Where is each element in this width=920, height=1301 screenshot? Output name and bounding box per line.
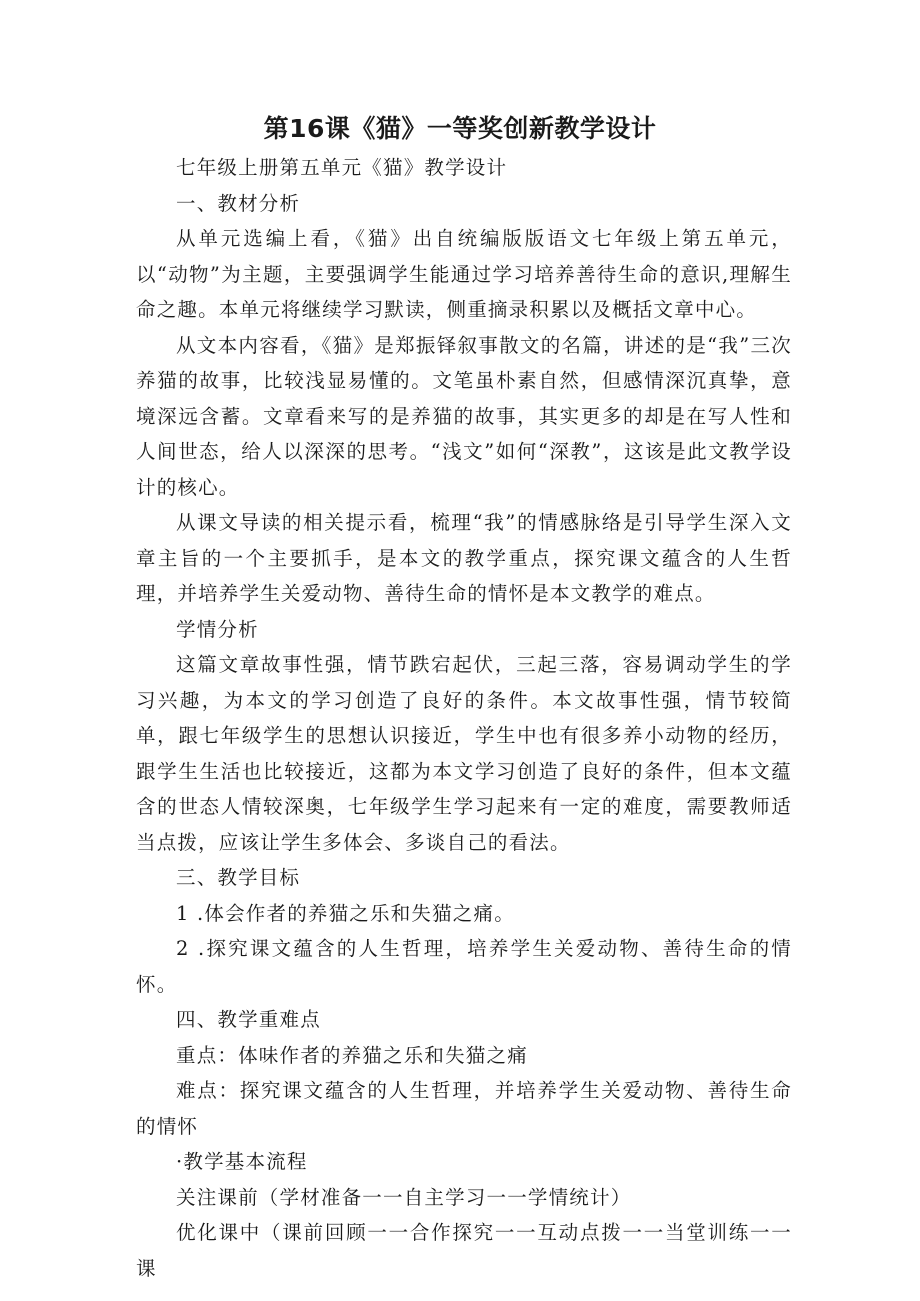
- section-heading-basic-flow: ·教学基本流程: [176, 1150, 308, 1173]
- document-body: [136, 150, 792, 1286]
- flow-before-class: 关注课前（学材准备一一自主学习一一学情统计）: [176, 1185, 632, 1209]
- flow-in-class: 优化课中（课前回顾一一合作探究一一互动点拨一一当堂训练一一课: [136, 1221, 792, 1280]
- paragraph-student-analysis: 这篇文章故事性强，情节跌宕起伏，三起三落，容易调动学生的学习兴趣，为本文的学习创造了良好的条件。本文故事性强，情节较简单，跟七年级学生的思想认识接近，学生中也有很多养小动物的经历，跟学生生活也比较接近，这都为本文学习创造了良好的条件，但本文蕴含的世态人情较深奥，七年级学生学习起来有一定的难度，需要教师适当点拨，应该让学生多体会、多谈自己的看法。: [136, 653, 792, 854]
- section-heading-textbook-analysis: 一、教材分析: [176, 191, 301, 215]
- goal-item-2: 2 .探究课文蕴含的人生哲理，培养学生关爱动物、善待生命的情怀。: [136, 937, 792, 996]
- key-point-line: 重点：体味作者的养猫之乐和失猫之痛: [176, 1043, 528, 1067]
- section-heading-key-points: 四、教学重难点: [176, 1008, 321, 1031]
- document-title: 第16课《猫》一等奖创新教学设计: [263, 114, 657, 143]
- paragraph-reading-guide: 从课文导读的相关提示看，梳理“我”的情感脉络是引导学生深入文章主旨的一个主要抓手，是本文的教学重点，探究课文蕴含的人生哲理，并培养学生关爱动物、善待生命的情怀是本文教学的难点。: [136, 511, 792, 605]
- subtitle-line: 七年级上册第五单元《猫》教学设计: [176, 156, 508, 179]
- section-heading-student-analysis: 学情分析: [176, 617, 259, 641]
- section-heading-teaching-goals: 三、教学目标: [176, 866, 301, 889]
- paragraph-unit-selection: 从单元选编上看，《猫》出自统编版版语文七年级上第五单元，以“动物”为主题，主要强调学生能通过学习培养善待生命的意识,理解生命之趣。本单元将继续学习默读，侧重摘录积累以及概括文章中心。: [136, 227, 792, 321]
- paragraph-text-content: 从文本内容看，《猫》是郑振铎叙事散文的名篇，讲述的是“我”三次养猫的故事，比较浅显易懂的。文笔虽朴素自然，但感情深沉真挚，意境深远含蓄。文章看来写的是养猫的故事，其实更多的却是在写人性和人间世态，给人以深深的思考。“浅文”如何“深教”，这该是此文教学设计的核心。: [136, 333, 792, 499]
- goal-item-1: 1 .体会作者的养猫之乐和失猫之痛。: [176, 901, 515, 925]
- difficulty-line: 难点：探究课文蕴含的人生哲理，并培养学生关爱动物、善待生命的情怀: [136, 1079, 792, 1138]
